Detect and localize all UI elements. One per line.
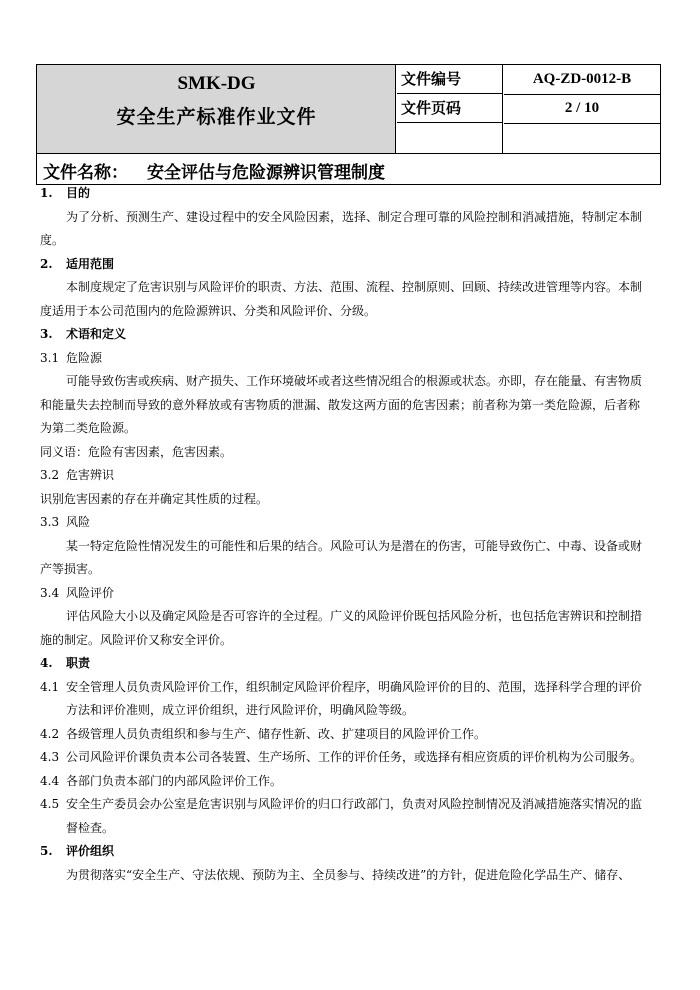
file-name: 安全评估与危险源辨识管理制度 <box>147 163 385 183</box>
paragraph: 为了分析、预测生产、建设过程中的安全风险因素，选择、制定合理可靠的风险控制和消减措施，特制定本制 <box>66 209 643 224</box>
section-heading <box>40 323 661 347</box>
page-number-label: 文件页码 <box>397 94 503 123</box>
doc-number-label: 文件编号 <box>397 65 503 94</box>
section-number: 5. <box>40 844 53 858</box>
doc-number: AQ-ZD-0012-B <box>504 65 660 95</box>
header-title-cell <box>37 65 396 153</box>
paragraph: 产等损害。 <box>40 562 101 576</box>
paragraph: 识别危害因素的存在并确定其性质的过程。 <box>40 491 269 506</box>
section-title: 适用范围 <box>66 256 115 271</box>
subsection-heading <box>40 347 661 371</box>
header-blank-value <box>504 123 660 153</box>
section-heading <box>40 652 661 676</box>
paragraph: 评估风险大小以及确定风险是否可容许的全过程。广义的风险评价既包括风险分析，也包括危害辨识和控制措 <box>66 609 643 623</box>
section-title: 职责 <box>66 656 91 670</box>
subsection-heading <box>40 511 661 535</box>
item-number: 4.2 <box>40 726 60 741</box>
paragraph: 度适用于本公司范围内的危险源辨识、分类和风险评价、分级。 <box>40 303 377 318</box>
subsection-title: 危险源 <box>66 350 103 365</box>
company-code: SMK-DG <box>177 73 256 94</box>
section-title: 术语和定义 <box>66 327 127 341</box>
document-type: 安全生产标准作业文件 <box>116 106 317 128</box>
list-item <box>40 770 661 794</box>
section-title: 评价组织 <box>66 844 115 858</box>
paragraph: 本制度规定了危害识别与风险评价的职责、方法、范围、流程、控制原则、回顾、持续改进管理等内容。本制 <box>66 280 643 294</box>
section-number: 2. <box>40 256 53 271</box>
file-name-row <box>37 153 660 185</box>
subsection-number: 3.1 <box>40 350 60 365</box>
paragraph: 度。 <box>40 233 65 247</box>
paragraph: 某一特定危险性情况发生的可能性和后果的结合。风险可认为是潜在的伤害，可能导致伤亡、中毒、设备或财 <box>66 538 643 553</box>
paragraph: 为第二类危险源。 <box>40 421 137 435</box>
paragraph: 施的制定。风险评价又称安全评价。 <box>40 632 233 647</box>
paragraph: 可能导致伤害或疾病、财产损失、工作环境破坏或者这些情况组合的根源或状态。亦即，存在能量、有害物质 <box>66 374 643 388</box>
list-item <box>40 723 661 747</box>
item-text: 督检查。 <box>66 820 115 835</box>
subsection-title: 风险评价 <box>66 585 115 600</box>
paragraph: 为贯彻落实“安全生产、守法依规、预防为主、全员参与、持续改进”的方针，促进危险化学品生产、储存、 <box>66 867 631 882</box>
document-header <box>36 64 661 185</box>
item-number: 4.3 <box>40 750 60 764</box>
section-number: 4. <box>40 656 53 670</box>
item-text: 各级管理人员负责组织和参与生产、储存性新、改、扩建项目的风险评价工作。 <box>66 726 487 741</box>
section-title: 目的 <box>66 186 91 200</box>
list-item <box>40 793 661 840</box>
section-heading <box>40 182 661 206</box>
section-heading <box>40 253 661 277</box>
item-text: 各部门负责本部门的内部风险评价工作。 <box>66 773 283 788</box>
subsection-heading <box>40 464 661 488</box>
item-text: 公司风险评价课负责本公司各装置、生产场所、工作的评价任务，或选择有相应资质的评价机构为公司服务。 <box>66 750 643 764</box>
header-blank-label <box>397 123 503 153</box>
subsection-heading <box>40 582 661 606</box>
section-number: 1. <box>40 186 53 200</box>
subsection-number: 3.3 <box>40 515 60 529</box>
item-text: 安全生产委员会办公室是危害识别与风险评价的归口行政部门，负责对风险控制情况及消减措施落实情况的监 <box>66 797 643 811</box>
section-heading <box>40 840 661 864</box>
subsection-number: 3.2 <box>40 468 60 482</box>
list-item <box>40 676 661 723</box>
list-item <box>40 746 661 770</box>
file-name-label: 文件名称： <box>43 163 128 183</box>
section-number: 3. <box>40 327 53 341</box>
item-number: 4.5 <box>40 797 60 811</box>
item-text: 安全管理人员负责风险评价工作，组织制定风险评价程序，明确风险评价的目的、范围，选择科学合理的评价 <box>66 679 643 694</box>
page-number: 2 / 10 <box>504 94 660 124</box>
paragraph: 和能量失去控制而导致的意外释放或有害物质的泄漏、散发这两方面的危害因素；前者称为第一类危险源，后者称 <box>40 397 641 412</box>
document-body <box>40 182 661 887</box>
item-number: 4.4 <box>40 773 60 788</box>
item-text: 方法和评价准则，成立评价组织，进行风险评价，明确风险等级。 <box>66 703 415 717</box>
paragraph: 同义语：危险有害因素，危害因素。 <box>40 444 233 459</box>
subsection-title: 风险 <box>66 515 91 529</box>
subsection-number: 3.4 <box>40 585 60 600</box>
subsection-title: 危害辨识 <box>66 468 115 482</box>
item-number: 4.1 <box>40 679 60 694</box>
